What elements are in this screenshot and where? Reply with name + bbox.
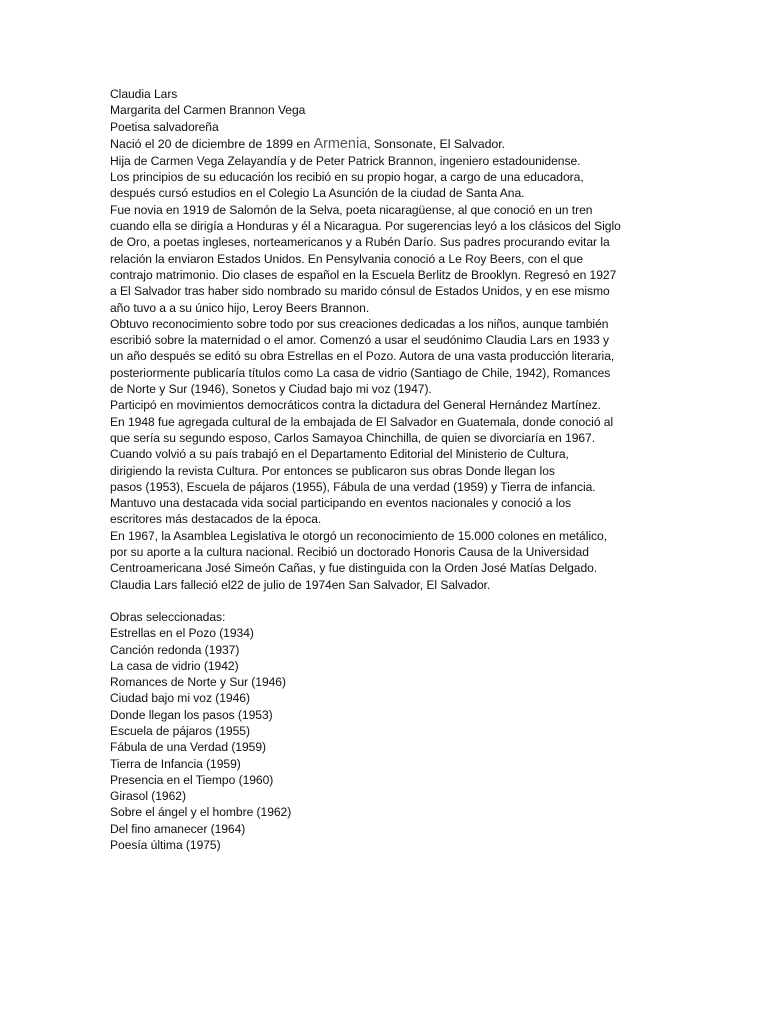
biography-line: de Oro, a poetas ingleses, norteamericanos y a Rubén Darío. Sus padres procurando evitar la [110, 235, 610, 250]
biography-line: de Norte y Sur (1946), Sonetos y Ciudad bajo mi voz (1947). [110, 382, 432, 397]
section-gap [110, 593, 655, 609]
biography-line: un año después se editó su obra Estrellas en el Pozo. Autora de una vasta producción literaria, [110, 349, 615, 364]
works-list-item: Escuela de pájaros (1955) [110, 723, 250, 738]
biography-line: cuando ella se dirigía a Honduras y él a Nicaragua. Por sugerencias leyó a los clásicos del Siglo [110, 219, 621, 234]
biography-line: contrajo matrimonio. Dio clases de español en la Escuela Berlitz de Brooklyn. Regresó en 1927 [110, 267, 617, 282]
biography-line: pasos (1953), Escuela de pájaros (1955), Fábula de una verdad (1959) y Tierra de infancia. [110, 479, 596, 494]
works-list [110, 625, 655, 853]
author-real-name: Margarita del Carmen Brannon Vega [110, 103, 306, 118]
biography-line: Fue novia en 1919 de Salomón de la Selva, poeta nicaragüense, al que conoció en un tren [110, 202, 593, 217]
works-list-item: Canción redonda (1937) [110, 642, 240, 657]
birth-line [110, 135, 655, 153]
author-role: Poetisa salvadoreña [110, 119, 219, 134]
biography-line: En 1948 fue agregada cultural de la embajada de El Salvador en Guatemala, donde conoció al [110, 414, 614, 429]
biography-line: Mantuvo una destacada vida social participando en eventos nacionales y conoció a los [110, 496, 572, 511]
works-list-item: Ciudad bajo mi voz (1946) [110, 691, 250, 706]
biography-line: por su aporte a la cultura nacional. Recibió un doctorado Honoris Causa de la Universidad [110, 545, 589, 560]
works-list-item: Poesía última (1975) [110, 838, 221, 853]
biography-line: Los principios de su educación los recibió en su propio hogar, a cargo de una educadora, [110, 170, 584, 185]
biography-line: año tuvo a a su único hijo, Leroy Beers Brannon. [110, 300, 370, 315]
works-list-item: La casa de vidrio (1942) [110, 658, 239, 673]
biography-line: relación la enviaron Estados Unidos. En Pensylvania conoció a Le Roy Beers, con el que [110, 251, 584, 266]
biography-line: que sería su segundo esposo, Carlos Samayoa Chinchilla, de quien se divorciaría en 1967. [110, 430, 596, 445]
biography-line: Cuando volvió a su país trabajó en el Departamento Editorial del Ministerio de Cultura, [110, 447, 569, 462]
biography-line: En 1967, la Asamblea Legislativa le otorgó un reconocimiento de 15.000 colones en metálico, [110, 528, 607, 543]
author-name: Claudia Lars [110, 87, 178, 101]
works-list-item: Tierra de Infancia (1959) [110, 756, 241, 771]
birth-text-after: , Sonsonate, El Salvador. [367, 136, 506, 151]
biography [110, 153, 655, 593]
works-heading: Obras seleccionadas: [110, 609, 226, 624]
biography-line: a El Salvador tras haber sido nombrado su marido cónsul de Estados Unidos, y en ese mismo [110, 284, 610, 299]
works-list-item: Donde llegan los pasos (1953) [110, 707, 273, 722]
works-list-item: Estrellas en el Pozo (1934) [110, 626, 254, 641]
biography-line: Obtuvo reconocimiento sobre todo por sus creaciones dedicadas a los niños, aunque también [110, 316, 609, 331]
document-body [110, 86, 655, 853]
works-list-item: Del fino amanecer (1964) [110, 821, 246, 836]
biography-line: después cursó estudios en el Colegio La Asunción de la ciudad de Santa Ana. [110, 186, 525, 201]
biography-line: Centroamericana José Simeón Cañas, y fue distinguida con la Orden José Matías Delgado. [110, 561, 598, 576]
works-list-item: Romances de Norte y Sur (1946) [110, 675, 286, 690]
biography-line: escribió sobre la maternidad o el amor. Comenzó a usar el seudónimo Claudia Lars en 1933 y [110, 333, 610, 348]
birth-place: Armenia [313, 135, 368, 152]
biography-line: dirigiendo la revista Cultura. Por entonces se publicaron sus obras Donde llegan los [110, 463, 555, 478]
birth-text-before: Nació el 20 de diciembre de 1899 en [110, 136, 314, 151]
biography-line: Hija de Carmen Vega Zelayandía y de Peter Patrick Brannon, ingeniero estadounidense. [110, 153, 581, 168]
biography-line: Claudia Lars falleció el22 de julio de 1974en San Salvador, El Salvador. [110, 577, 491, 592]
works-list-item: Presencia en el Tiempo (1960) [110, 772, 274, 787]
works-list-item: Fábula de una Verdad (1959) [110, 740, 266, 755]
biography-line: posteriormente publicaría títulos como La casa de vidrio (Santiago de Chile, 1942), Romances [110, 365, 611, 380]
biography-line: escritores más destacados de la época. [110, 512, 322, 527]
works-list-item: Sobre el ángel y el hombre (1962) [110, 805, 292, 820]
biography-line: Participó en movimientos democráticos contra la dictadura del General Hernández Martínez. [110, 398, 601, 413]
works-list-item: Girasol (1962) [110, 789, 186, 804]
